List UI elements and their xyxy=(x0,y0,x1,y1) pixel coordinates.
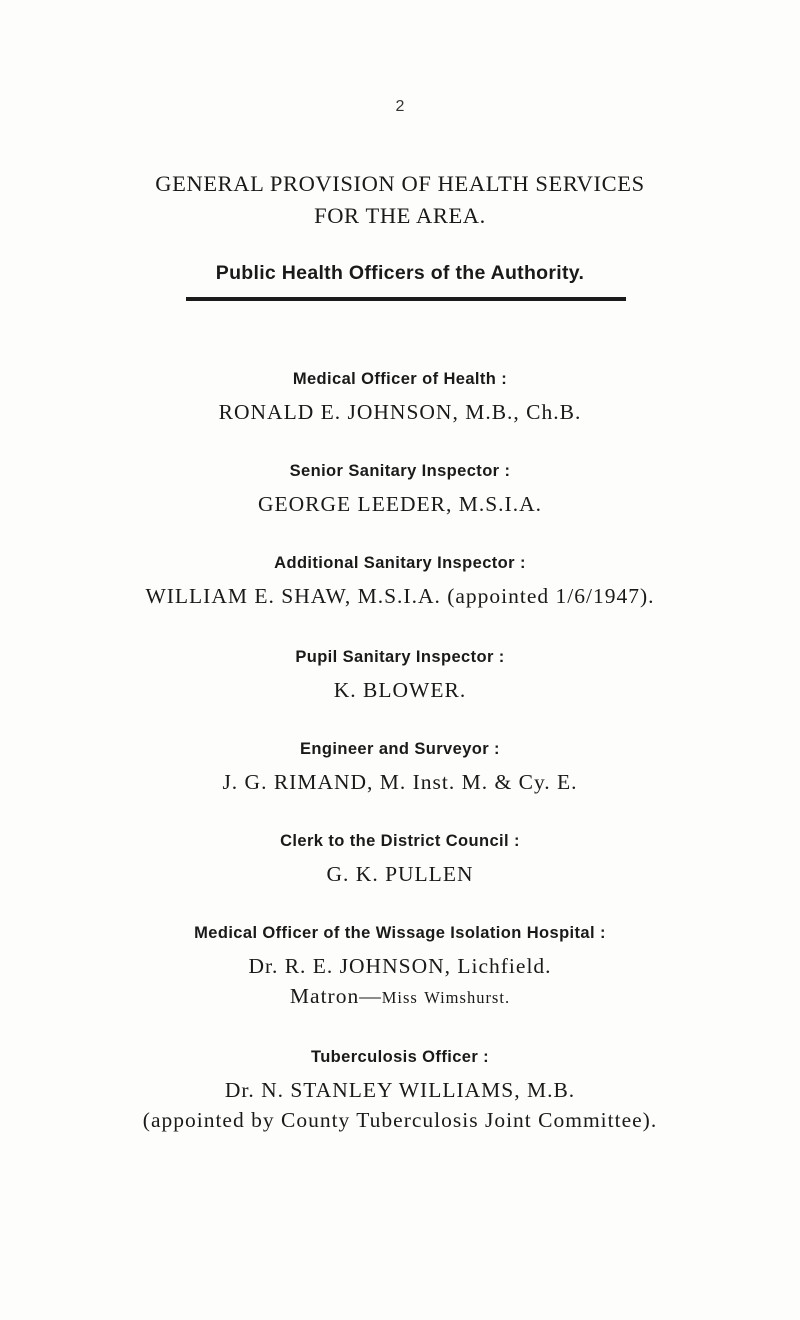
section-subtitle: Public Health Officers of the Authority. xyxy=(215,262,585,284)
name-title: Dr. xyxy=(248,954,279,978)
officer-entry-medical-officer xyxy=(0,368,800,426)
officer-name: GEORGE LEEDER, M.S.I.A. xyxy=(258,492,542,516)
officer-role: Tuberculosis Officer : xyxy=(310,1048,490,1066)
officer-entry-pupil-sanitary-inspector xyxy=(0,646,800,704)
main-title-line-2: FOR THE AREA. xyxy=(314,203,486,228)
appointment-note: (appointed by County Tuberculosis Joint Committee). xyxy=(142,1108,658,1132)
name-text: R. E. JOHNSON, Lichfield. xyxy=(284,954,552,978)
officer-role: Clerk to the District Council : xyxy=(280,832,520,850)
officer-name: RONALD E. JOHNSON, M.B., Ch.B. xyxy=(218,400,582,424)
officer-entry-isolation-hospital xyxy=(0,922,800,1012)
matron-name: Wimshurst. xyxy=(424,988,511,1007)
officer-role: Senior Sanitary Inspector : xyxy=(289,462,511,480)
matron-title: Miss xyxy=(381,988,418,1007)
officer-name: G. K. PULLEN xyxy=(326,862,474,886)
page-number: 2 xyxy=(395,98,405,115)
officer-role: Additional Sanitary Inspector : xyxy=(274,554,526,572)
main-title xyxy=(0,168,800,232)
officer-entry-clerk xyxy=(0,830,800,888)
main-title-line-1: GENERAL PROVISION OF HEALTH SERVICES xyxy=(155,171,645,196)
matron-label: Matron— xyxy=(289,984,382,1008)
matron-line xyxy=(0,982,800,1012)
officer-entry-senior-sanitary-inspector xyxy=(0,460,800,518)
officer-name xyxy=(0,1076,800,1104)
heading-rule xyxy=(186,297,626,301)
officer-entry-engineer-surveyor xyxy=(0,738,800,796)
name-text: N. STANLEY WILLIAMS, M.B. xyxy=(261,1078,576,1102)
officer-name: K. BLOWER. xyxy=(333,678,467,702)
officer-name: WILLIAM E. SHAW, M.S.I.A. (appointed 1/6/1947). xyxy=(145,584,655,608)
officer-role: Pupil Sanitary Inspector : xyxy=(295,648,505,666)
name-title: Dr. xyxy=(224,1078,255,1102)
officer-role: Medical Officer of Health : xyxy=(292,370,508,388)
officer-name xyxy=(0,952,800,980)
officer-entry-tuberculosis xyxy=(0,1046,800,1134)
officer-entry-additional-sanitary-inspector xyxy=(0,552,800,610)
officer-role: Medical Officer of the Wissage Isolation Hospital : xyxy=(194,924,606,942)
officer-role: Engineer and Surveyor : xyxy=(300,740,500,758)
officer-name: J. G. RIMAND, M. Inst. M. & Cy. E. xyxy=(222,770,578,794)
